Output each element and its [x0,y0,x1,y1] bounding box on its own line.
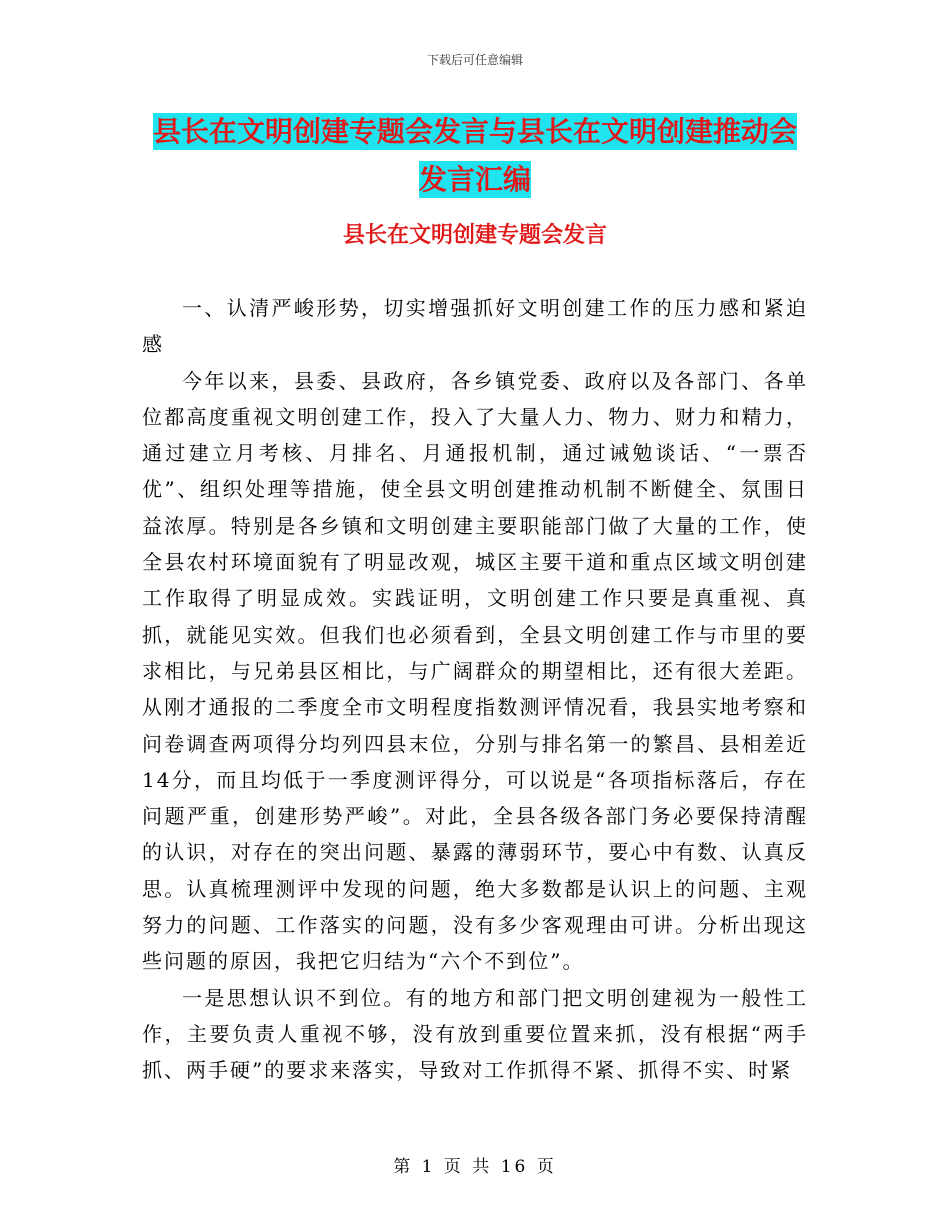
paragraph: 一是思想认识不到位。有的地方和部门把文明创建视为一般性工作，主要负责人重视不够，没有放到重要位置来抓，没有根据“两手抓、两手硬”的要求来落实，导致对工作抓得不紧、抓得不实、时紧 [142,985,808,1083]
paragraph-heading: 一、认清严峻形势，切实增强抓好文明创建工作的压力感和紧迫感 [142,296,808,357]
document-title [140,108,810,204]
paragraph: 今年以来，县委、县政府，各乡镇党委、政府以及各部门、各单位都高度重视文明创建工作，投入了大量人力、物力、财力和精力，通过建立月考核、月排名、月通报机制，通过诫勉谈话、“一票否优”、组织处理等措施，使全县文明创建推动机制不断健全、氛围日益浓厚。特别是各乡镇和文明创建主要职能部门做了大量的工作，使全县农村环境面貌有了明显改观，城区主要干道和重点区域文明创建工作取得了明显成效。实践证明，文明创建工作只要是真重视、真抓，就能见实效。但我们也必须看到，全县文明创建工作与市里的要求相比，与兄弟县区相比，与广阔群众的期望相比，还有很大差距。从刚才通报的二季度全市文明程度指数测评情况看，我县实地考察和问卷调查两项得分均列四县末位，分别与排名第一的繁昌、县相差近14分，而且均低于一季度测评得分，可以说是“各项指标落后，存在问题严重，创建形势严峻”。对此，全县各级各部门务必要保持清醒的认识，对存在的突出问题、暴露的薄弱环节，要心中有数、认真反思。认真梳理测评中发现的问题，绝大多数都是认识上的问题、主观努力的问题、工作落实的问题，没有多少客观理由可讲。分析出现这些问题的原因，我把它归结为“六个不到位”。 [142,368,808,974]
document-title-text: 县长在文明创建专题会发言与县长在文明创建推动会发言汇编 [152,115,797,196]
header-note: 下载后可任意编辑 [426,53,523,67]
document-body [142,290,808,1089]
page-footer: 第 1 页 共 16 页 [393,1157,557,1177]
section-title: 县长在文明创建专题会发言 [342,223,607,248]
